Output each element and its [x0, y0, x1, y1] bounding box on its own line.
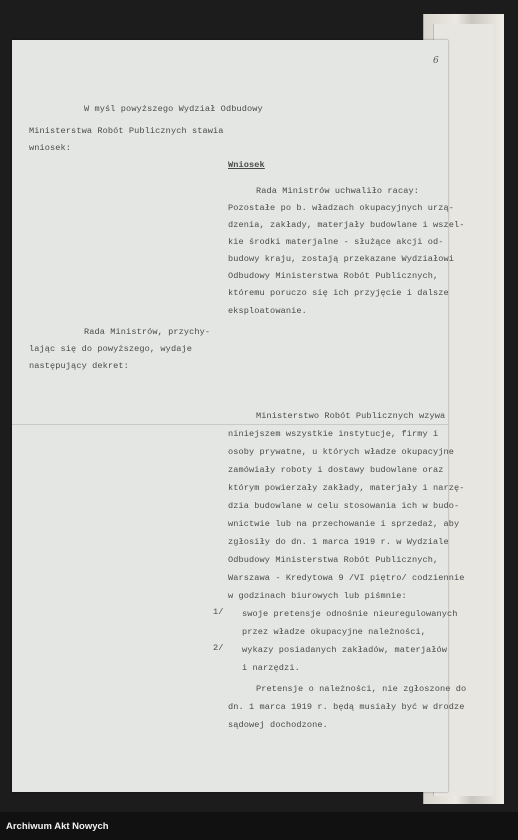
- text-line: wykazy posiadanych zakładów, materjałów: [242, 645, 448, 655]
- text-line: niniejszem wszystkie instytucje, firmy i: [228, 429, 439, 439]
- list-number: 1/: [213, 607, 224, 617]
- text-line: W myśl powyższego Wydział Odbudowy: [84, 104, 263, 114]
- text-line: Ministerstwa Robót Publicznych stawia: [29, 126, 224, 136]
- text-line: któremu poruczo się ich przyjęcie i dalsze: [228, 288, 449, 298]
- page-number: 6: [433, 56, 439, 66]
- text-line: i narzędzi.: [242, 663, 300, 673]
- text-line: Rada Ministrów, przychy-: [84, 327, 211, 337]
- text-line: dn. 1 marca 1919 r. będą musiały być w drodze: [228, 702, 465, 712]
- text-line: kie środki materjalne - służące akcji od-: [228, 237, 444, 247]
- text-line: swoje pretensje odnośnie nieuregulowanych: [242, 609, 458, 619]
- text-line: zgłosiły do dn. 1 marca 1919 r. w Wydziale: [228, 537, 449, 547]
- text-line: przez władze okupacyjne należności,: [242, 627, 426, 637]
- text-line: zamówiały roboty i dostawy budowlane oraz: [228, 465, 444, 475]
- text-line: Ministerstwo Robót Publicznych wzywa: [256, 411, 446, 421]
- text-line: sądowej dochodzone.: [228, 720, 328, 730]
- text-line: eksploatowanie.: [228, 306, 307, 316]
- archive-footer-bar: [0, 812, 518, 840]
- text-line: dzenia, zakłady, materjały budowlane i wszel-: [228, 220, 465, 230]
- text-line: dzia budowlane w celu stosowania ich w budo-: [228, 501, 460, 511]
- text-line: Odbudowy Ministerstwa Robót Publicznych,: [228, 555, 439, 565]
- archive-label: Archiwum Akt Nowych: [6, 821, 109, 832]
- text-line: budowy kraju, zostają przekazane Wydziałowi: [228, 254, 455, 264]
- text-line: lając się do powyższego, wydaje: [29, 344, 192, 354]
- section-heading: Wniosek: [228, 160, 265, 170]
- text-line: Rada Ministrów uchwaliło racay:: [256, 186, 419, 196]
- text-line: osoby prywatne, u których władze okupacyjne: [228, 447, 455, 457]
- text-line: w godzinach biurowych lub piśmnie:: [228, 591, 407, 601]
- text-line: Pozostałe po b. władzach okupacyjnych urzą-: [228, 203, 455, 213]
- text-line: którym powierzały zakłady, materjały i narzę-: [228, 483, 465, 493]
- text-line: Pretensje o należności, nie zgłoszone do: [256, 684, 467, 694]
- text-line: Warszawa - Kredytowa 9 /VI piętro/ codziennie: [228, 573, 465, 583]
- list-number: 2/: [213, 643, 224, 653]
- text-line: wnictwie lub na przechowanie i sprzedaż, aby: [228, 519, 460, 529]
- page-fold-line: [12, 424, 448, 425]
- text-line: następujący dekret:: [29, 361, 129, 371]
- text-line: wniosek:: [29, 143, 72, 153]
- text-line: Odbudowy Ministerstwa Robót Publicznych,: [228, 271, 439, 281]
